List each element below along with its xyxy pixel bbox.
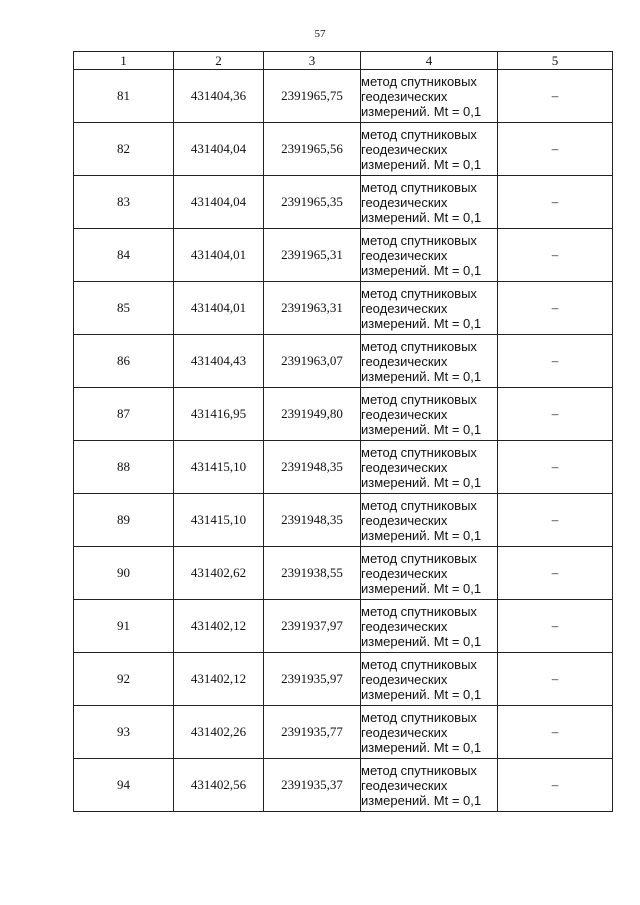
table-row: [74, 229, 613, 282]
y-coordinate-cell: 2391935,77: [264, 706, 361, 759]
method-cell: [361, 70, 498, 123]
note-cell: –: [498, 123, 613, 176]
y-coordinate-cell: 2391937,97: [264, 600, 361, 653]
table-row: [74, 123, 613, 176]
method-line: геодезических: [361, 300, 448, 316]
y-coordinate-cell: 2391949,80: [264, 388, 361, 441]
x-coordinate-cell: 431404,01: [174, 282, 264, 335]
method-line: измерений. Mt = 0,1: [361, 686, 482, 702]
y-coordinate-cell: 2391948,35: [264, 441, 361, 494]
column-header-4: 4: [361, 52, 498, 70]
method-line: геодезических: [361, 671, 448, 687]
method-line: метод спутниковых: [361, 338, 477, 354]
method-line: метод спутниковых: [361, 73, 477, 89]
column-header-1: 1: [74, 52, 174, 70]
coordinates-table: [73, 51, 613, 812]
method-cell: [361, 123, 498, 176]
method-line: геодезических: [361, 406, 448, 422]
method-line: измерений. Mt = 0,1: [361, 209, 482, 225]
method-line: измерений. Mt = 0,1: [361, 368, 482, 384]
table-row: [74, 706, 613, 759]
method-cell: [361, 494, 498, 547]
method-line: метод спутниковых: [361, 550, 477, 566]
method-line: метод спутниковых: [361, 285, 477, 301]
table-row: [74, 759, 613, 812]
method-cell: [361, 600, 498, 653]
x-coordinate-cell: 431402,56: [174, 759, 264, 812]
note-cell: –: [498, 229, 613, 282]
method-line: измерений. Mt = 0,1: [361, 421, 482, 437]
y-coordinate-cell: 2391935,97: [264, 653, 361, 706]
point-number-cell: 92: [74, 653, 174, 706]
method-line: геодезических: [361, 512, 448, 528]
note-cell: –: [498, 441, 613, 494]
method-line: измерений. Mt = 0,1: [361, 739, 482, 755]
method-line: геодезических: [361, 194, 448, 210]
method-line: метод спутниковых: [361, 762, 477, 778]
method-cell: [361, 706, 498, 759]
y-coordinate-cell: 2391965,31: [264, 229, 361, 282]
y-coordinate-cell: 2391938,55: [264, 547, 361, 600]
method-line: измерений. Mt = 0,1: [361, 580, 482, 596]
method-line: измерений. Mt = 0,1: [361, 156, 482, 172]
table-row: [74, 494, 613, 547]
point-number-cell: 83: [74, 176, 174, 229]
note-cell: –: [498, 494, 613, 547]
method-line: геодезических: [361, 618, 448, 634]
method-line: геодезических: [361, 88, 448, 104]
method-line: измерений. Mt = 0,1: [361, 315, 482, 331]
point-number-cell: 87: [74, 388, 174, 441]
method-line: геодезических: [361, 141, 448, 157]
note-cell: –: [498, 653, 613, 706]
method-line: измерений. Mt = 0,1: [361, 633, 482, 649]
column-header-2: 2: [174, 52, 264, 70]
table-row: [74, 547, 613, 600]
method-line: метод спутниковых: [361, 232, 477, 248]
x-coordinate-cell: 431404,04: [174, 123, 264, 176]
table-row: [74, 600, 613, 653]
method-line: измерений. Mt = 0,1: [361, 474, 482, 490]
x-coordinate-cell: 431402,26: [174, 706, 264, 759]
page-number: 57: [314, 28, 326, 40]
method-line: метод спутниковых: [361, 391, 477, 407]
point-number-cell: 82: [74, 123, 174, 176]
y-coordinate-cell: 2391948,35: [264, 494, 361, 547]
method-line: метод спутниковых: [361, 444, 477, 460]
method-line: измерений. Mt = 0,1: [361, 792, 482, 808]
table-row: [74, 70, 613, 123]
x-coordinate-cell: 431402,12: [174, 600, 264, 653]
point-number-cell: 90: [74, 547, 174, 600]
point-number-cell: 91: [74, 600, 174, 653]
method-line: метод спутниковых: [361, 603, 477, 619]
method-cell: [361, 653, 498, 706]
x-coordinate-cell: 431404,04: [174, 176, 264, 229]
table-header-row: [74, 52, 613, 70]
point-number-cell: 89: [74, 494, 174, 547]
method-line: метод спутниковых: [361, 656, 477, 672]
method-line: геодезических: [361, 724, 448, 740]
method-line: измерений. Mt = 0,1: [361, 527, 482, 543]
table-row: [74, 335, 613, 388]
y-coordinate-cell: 2391963,07: [264, 335, 361, 388]
table-row: [74, 441, 613, 494]
method-line: метод спутниковых: [361, 126, 477, 142]
point-number-cell: 86: [74, 335, 174, 388]
method-line: измерений. Mt = 0,1: [361, 103, 482, 119]
table-row: [74, 388, 613, 441]
column-header-5: 5: [498, 52, 613, 70]
method-cell: [361, 335, 498, 388]
method-line: метод спутниковых: [361, 179, 477, 195]
y-coordinate-cell: 2391965,35: [264, 176, 361, 229]
x-coordinate-cell: 431415,10: [174, 441, 264, 494]
point-number-cell: 84: [74, 229, 174, 282]
method-line: геодезических: [361, 459, 448, 475]
method-line: геодезических: [361, 353, 448, 369]
x-coordinate-cell: 431402,62: [174, 547, 264, 600]
note-cell: –: [498, 282, 613, 335]
method-line: геодезических: [361, 247, 448, 263]
method-cell: [361, 759, 498, 812]
note-cell: –: [498, 547, 613, 600]
point-number-cell: 88: [74, 441, 174, 494]
note-cell: –: [498, 388, 613, 441]
x-coordinate-cell: 431404,01: [174, 229, 264, 282]
method-cell: [361, 388, 498, 441]
x-coordinate-cell: 431416,95: [174, 388, 264, 441]
method-cell: [361, 547, 498, 600]
method-cell: [361, 282, 498, 335]
y-coordinate-cell: 2391965,75: [264, 70, 361, 123]
note-cell: –: [498, 759, 613, 812]
point-number-cell: 85: [74, 282, 174, 335]
x-coordinate-cell: 431404,36: [174, 70, 264, 123]
table-body: [74, 52, 613, 812]
point-number-cell: 93: [74, 706, 174, 759]
method-cell: [361, 229, 498, 282]
method-line: геодезических: [361, 777, 448, 793]
point-number-cell: 81: [74, 70, 174, 123]
method-line: геодезических: [361, 565, 448, 581]
note-cell: –: [498, 600, 613, 653]
point-number-cell: 94: [74, 759, 174, 812]
table-row: [74, 176, 613, 229]
table-row: [74, 653, 613, 706]
note-cell: –: [498, 70, 613, 123]
y-coordinate-cell: 2391965,56: [264, 123, 361, 176]
y-coordinate-cell: 2391963,31: [264, 282, 361, 335]
method-cell: [361, 441, 498, 494]
x-coordinate-cell: 431404,43: [174, 335, 264, 388]
x-coordinate-cell: 431402,12: [174, 653, 264, 706]
method-cell: [361, 176, 498, 229]
note-cell: –: [498, 335, 613, 388]
column-header-3: 3: [264, 52, 361, 70]
note-cell: –: [498, 176, 613, 229]
method-line: метод спутниковых: [361, 709, 477, 725]
method-line: измерений. Mt = 0,1: [361, 262, 482, 278]
y-coordinate-cell: 2391935,37: [264, 759, 361, 812]
note-cell: –: [498, 706, 613, 759]
table-row: [74, 282, 613, 335]
method-line: метод спутниковых: [361, 497, 477, 513]
x-coordinate-cell: 431415,10: [174, 494, 264, 547]
